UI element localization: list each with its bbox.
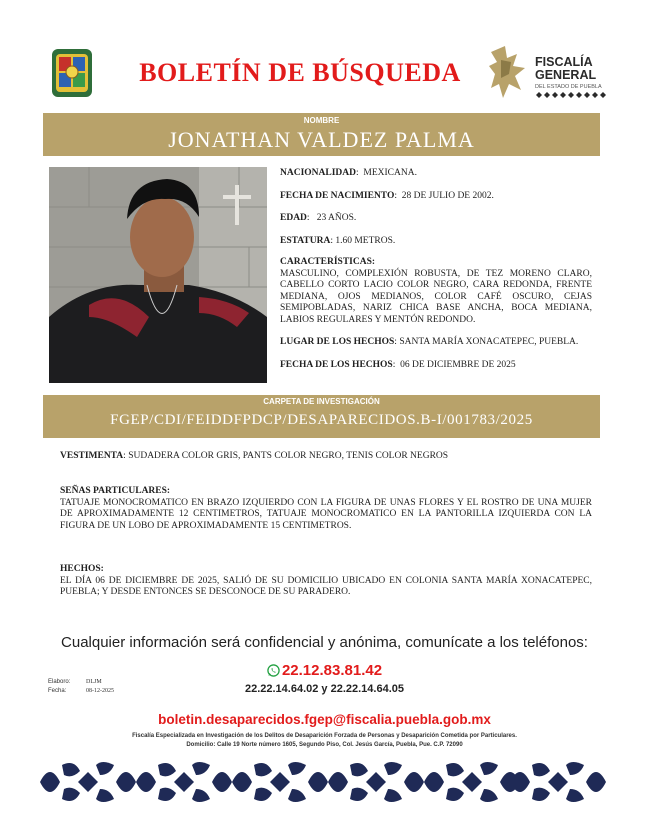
age-value: 23 AÑOS. bbox=[316, 213, 357, 223]
state-seal-logo bbox=[50, 47, 94, 99]
investigation-number: FGEP/CDI/FEIDDFPDCP/DESAPARECIDOS.B-I/001783/2025 bbox=[110, 412, 533, 428]
age-field: EDAD: 23 AÑOS. bbox=[280, 213, 357, 223]
contact-email[interactable]: boletin.desaparecidos.fgep@fiscalia.puebla.gob.mx bbox=[158, 712, 491, 727]
incident-date-field: FECHA DE LOS HECHOS: 06 DE DICIEMBRE DE 2025 bbox=[280, 360, 516, 370]
marks-field bbox=[60, 486, 592, 532]
age-label: EDAD bbox=[280, 213, 307, 223]
fiscalia-name-line1: FISCALÍA bbox=[535, 55, 593, 69]
footer-address: Domicilio: Calle 19 Norte número 1605, Segundo Piso, Col. Jesús García, Puebla, Pue. C.P. 72090 bbox=[186, 742, 463, 748]
height-field: ESTATURA: 1.60 METROS. bbox=[280, 236, 396, 246]
incident-date-label: FECHA DE LOS HECHOS bbox=[280, 360, 393, 370]
clothing-label: VESTIMENTA bbox=[60, 451, 124, 461]
marks-label: SEÑAS PARTICULARES: bbox=[60, 486, 171, 496]
fecha-label: Fecha: bbox=[48, 688, 67, 694]
facts-value: EL DÍA 06 DE DICIEMBRE DE 2025, SALIÓ DE SU DOMICILIO UBICADO EN COLONIA SANTA MARÍA XONACATEPEC, PUEBLA; Y DESDE ENTONCES SE DESCONOCE DE SU PARADERO. bbox=[60, 575, 592, 597]
height-label: ESTATURA bbox=[280, 236, 331, 246]
birthdate-field: FECHA DE NACIMIENTO: 28 DE JULIO DE 2002. bbox=[280, 191, 494, 201]
main-phone[interactable]: 22.12.83.81.42 bbox=[281, 662, 383, 679]
birthdate-label: FECHA DE NACIMIENTO bbox=[280, 191, 395, 201]
fecha-value: 08-12-2025 bbox=[86, 688, 114, 694]
main-phone-line bbox=[0, 662, 649, 679]
characteristics-field bbox=[280, 257, 592, 326]
footer-agency: Fiscalía Especializada en Investigación de los Delitos de Desaparición Forzada de Personas y Desaparición Cometida por Particulares. bbox=[132, 733, 517, 739]
height-value: 1.60 METROS. bbox=[335, 236, 396, 246]
prepared-by bbox=[48, 678, 114, 696]
nationality-label: NACIONALIDAD bbox=[280, 168, 357, 178]
place-field: LUGAR DE LOS HECHOS: SANTA MARÍA XONACATEPEC, PUEBLA. bbox=[280, 337, 579, 347]
person-photo bbox=[49, 167, 267, 383]
fiscalia-pattern-icon bbox=[535, 92, 613, 98]
characteristics-value: MASCULINO, COMPLEXIÓN ROBUSTA, DE TEZ MORENO CLARO, CABELLO CORTO LACIO COLOR NEGRO, CARA REDONDA, FRENTE MEDIANA, OJOS MEDIANOS, COLOR CAFÉ OSCURO, CEJAS SEMIPOBLADAS, NARIZ CHICA BASE ANCHA, BOCA MEDIANA, LABIOS REGULARES Y MENTÓN REDONDO. bbox=[280, 268, 592, 325]
fiscalia-logo bbox=[487, 44, 617, 100]
nationality-field: NACIONALIDAD: MEXICANA. bbox=[280, 168, 417, 178]
clothing-field: VESTIMENTA: SUDADERA COLOR GRIS, PANTS COLOR NEGRO, TENIS COLOR NEGROS bbox=[60, 451, 449, 461]
other-phones[interactable]: 22.22.14.64.02 y 22.22.14.64.05 bbox=[244, 683, 405, 695]
nationality-value: MEXICANA. bbox=[363, 168, 417, 178]
facts-label: HECHOS bbox=[60, 564, 101, 574]
fiscalia-name-line2: GENERAL bbox=[535, 68, 597, 82]
contact-message: Cualquier información será confidencial y anónima, comunícate a los teléfonos: bbox=[61, 634, 588, 651]
birthdate-value: 28 DE JULIO DE 2002. bbox=[401, 191, 494, 201]
decorative-pattern-icon bbox=[40, 757, 610, 807]
whatsapp-icon bbox=[267, 664, 280, 677]
name-label: NOMBRE bbox=[303, 116, 340, 125]
elaboro-label: Elaboro: bbox=[48, 679, 71, 685]
place-label: LUGAR DE LOS HECHOS bbox=[280, 337, 395, 347]
fiscalia-name-line3: DEL ESTADO DE PUEBLA bbox=[535, 84, 602, 90]
elaboro-value: DLJM bbox=[86, 679, 102, 685]
person-name: JONATHAN VALDEZ PALMA bbox=[168, 127, 475, 152]
facts-field: HECHOS: EL DÍA 06 DE DICIEMBRE DE 2025, SALIÓ DE SU DOMICILIO UBICADO EN COLONIA SANTA MARÍA XONACATEPEC, PUEBLA; Y DESDE ENTONCES SE DESCONOCE DE SU PARADERO. bbox=[60, 564, 592, 597]
bulletin-title: BOLETÍN DE BÚSQUEDA bbox=[139, 58, 461, 87]
fiscalia-emblem-icon bbox=[487, 44, 531, 100]
place-value: SANTA MARÍA XONACATEPEC, PUEBLA. bbox=[399, 337, 579, 347]
clothing-value: SUDADERA COLOR GRIS, PANTS COLOR NEGRO, TENIS COLOR NEGROS bbox=[128, 451, 449, 461]
investigation-label: CARPETA DE INVESTIGACIÓN bbox=[263, 397, 380, 406]
marks-value: TATUAJE MONOCROMATICO EN BRAZO IZQUIERDO CON LA FIGURA DE UNAS FLORES Y EL ROSTRO DE UNA MUJER DE APROXIMADAMENTE 12 CENTIMETROS, TATUAJE MONOCROMATICO EN LA PANTORILLA IZQUIERDA CON LA FIGURA DE UN LOBO DE APROXIMADAMENTE 15 CENTIMETROS. bbox=[60, 497, 592, 531]
characteristics-label: CARACTERÍSTICAS: bbox=[280, 257, 376, 267]
incident-date-value: 06 DE DICIEMBRE DE 2025 bbox=[400, 360, 516, 370]
